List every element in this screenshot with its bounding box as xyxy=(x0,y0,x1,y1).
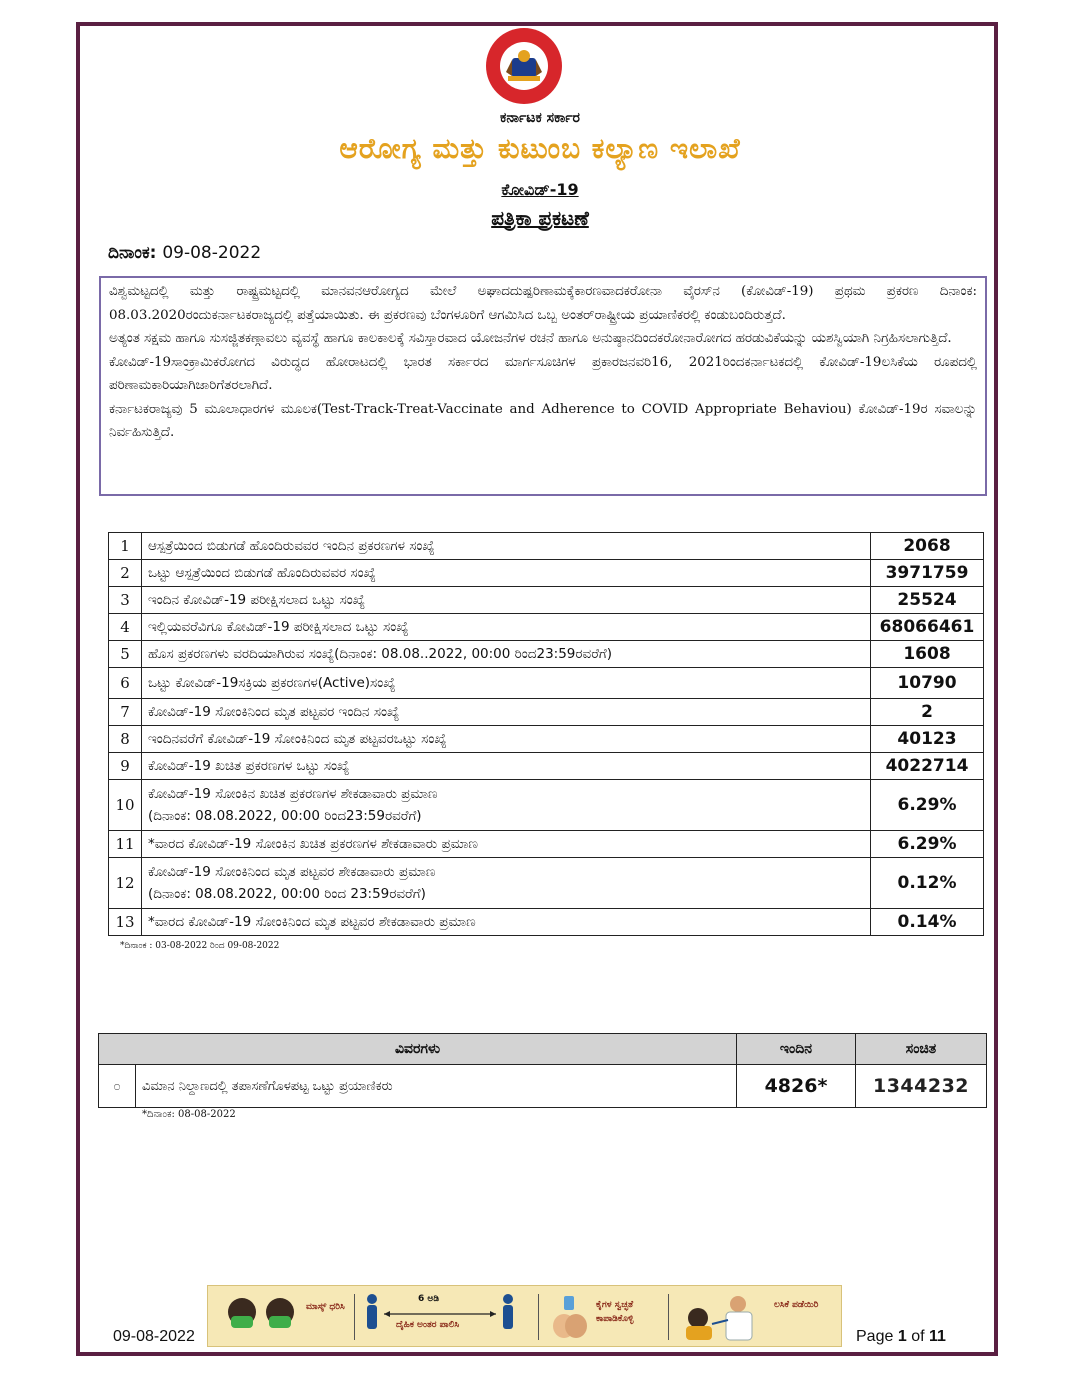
government-seal-logo xyxy=(474,26,574,106)
covid-stats-table xyxy=(108,532,984,936)
table-row xyxy=(109,587,984,614)
row-description: ಒಟ್ಟು ಕೋವಿಡ್-19ಸಕ್ರಿಯ ಪ್ರಕರಣಗಳ(Active)ಸಂಖ್ಯೆ xyxy=(142,668,871,699)
hand-hygiene-caption: ಕೈಗಳ ಸ್ವಚ್ಛತೆ ಕಾಪಾಡಿಕೊಳ್ಳಿ xyxy=(596,1300,634,1324)
row-value: 6.29% xyxy=(871,831,984,858)
table-row xyxy=(109,641,984,668)
today-value: 4826* xyxy=(737,1065,856,1108)
row-description: *ವಾರದ ಕೋವಿಡ್-19 ಸೋಂಕಿನ ಖಚಿತ ಪ್ರಕರಣಗಳ ಶೇಕಡಾವಾರು ಪ್ರಮಾಣ xyxy=(142,831,871,858)
date-value: 09-08-2022 xyxy=(162,243,262,263)
row-value: 2068 xyxy=(871,533,984,560)
row-description: ಒಟ್ಟು ಆಸ್ಪತ್ರೆಯಿಂದ ಬಿಡುಗಡೆ ಹೊಂದಿರುವವರ ಸಂಖ್ಯೆ xyxy=(142,560,871,587)
row-value: 40123 xyxy=(871,726,984,753)
vaccine-caption: ಲಸಿಕೆ ಪಡೆಯಿರಿ xyxy=(774,1300,819,1310)
row-value: 10790 xyxy=(871,668,984,699)
row-description: ಆಸ್ಪತ್ರೆಯಿಂದ ಬಿಡುಗಡೆ ಹೊಂದಿರುವವರ ಇಂದಿನ ಪ್ರಕರಣಗಳ ಸಂಖ್ಯೆ xyxy=(142,533,871,560)
row-number: 7 xyxy=(109,699,142,726)
row-number: 5 xyxy=(109,641,142,668)
page-current: 1 xyxy=(897,1328,907,1345)
page-number xyxy=(856,1328,946,1346)
header-cumulative: ಸಂಚಿತ xyxy=(856,1034,987,1065)
intro-paragraph: ಅತ್ಯಂತ ಸಕ್ಷಮ ಹಾಗೂ ಸುಸಜ್ಜಿತಕಣ್ಗಾವಲು ವ್ಯವಸ್ಥೆ ಹಾಗೂ ಕಾಲಕಾಲಕ್ಕೆ ಸವಿಸ್ತಾರವಾದ ಯೋಜನೆಗಳ ರಚನೆ ಹಾಗೂ ಅನುಷ್ಠಾನದಿಂದಕರೋನಾರೋಗದ ಹರಡುವಿಕೆಯನ್ನು ಯಶಸ್ವಿಯಾಗಿ ನಿಗ್ರಹಿಸಲಾಗುತ್ತಿದೆ. xyxy=(109,331,952,346)
distance-caption: ದೈಹಿಕ ಅಂತರ ಪಾಲಿಸಿ xyxy=(396,1320,460,1330)
page-prefix: Page xyxy=(856,1328,894,1345)
row-number: 3 xyxy=(109,587,142,614)
date-label: ದಿನಾಂಕ: xyxy=(108,243,157,263)
footer-date: 09-08-2022 xyxy=(113,1328,195,1345)
row-description: ವಿಮಾನ ನಿಲ್ದಾಣದಲ್ಲಿ ತಪಾಸಣೆಗೊಳಪಟ್ಟ ಒಟ್ಟು ಪ್ರಯಾಣಿಕರು xyxy=(136,1065,737,1108)
masked-faces-icon xyxy=(222,1294,308,1340)
divider xyxy=(354,1294,355,1340)
page-of: of xyxy=(911,1328,925,1345)
header-today: ಇಂದಿನ xyxy=(737,1034,856,1065)
report-date xyxy=(108,243,261,263)
divider xyxy=(538,1294,539,1340)
table-row xyxy=(109,614,984,641)
table-row xyxy=(109,780,984,831)
table-row xyxy=(109,560,984,587)
intro-paragraph: ಕೋವಿಡ್-19ಸಾಂಕ್ರಾಮಿಕರೋಗದ ವಿರುದ್ಧದ ಹೋರಾಟದಲ್ಲಿ ಭಾರತ ಸರ್ಕಾರದ ಮಾರ್ಗಸೂಚಿಗಳ ಪ್ರಕಾರಜನವರಿ16, 2021ರಿಂದಕರ್ನಾಟಕದಲ್ಲಿ ಕೋವಿಡ್-19ಲಸಿಕೆಯ ರೂಪದಲ್ಲಿ ಪರಿಣಾಮಕಾರಿಯಾಗಿಜಾರಿಗೆತರಲಾಗಿದೆ. xyxy=(109,354,977,393)
airport-footnote: *ದಿನಾಂಕ: 08-08-2022 xyxy=(142,1109,236,1120)
airport-screening-table xyxy=(98,1033,987,1108)
row-description: ಇಂದಿನವರೆಗೆ ಕೋವಿಡ್-19 ಸೋಂಕಿನಿಂದ ಮೃತ ಪಟ್ಟವರಒಟ್ಟು ಸಂಖ್ಯೆ xyxy=(142,726,871,753)
vaccination-icon xyxy=(676,1292,766,1342)
mask-caption: ಮಾಸ್ಕ್ ಧರಿಸಿ xyxy=(306,1302,345,1312)
row-description: ಇಲ್ಲಿಯವರೆವಿಗೂ ಕೋವಿಡ್-19 ಪರೀಕ್ಷಿಸಲಾದ ಒಟ್ಟು ಸಂಖ್ಯೆ xyxy=(142,614,871,641)
covid-appropriate-behaviour-banner xyxy=(207,1285,842,1347)
row-description-line: ಕೋವಿಡ್-19 ಸೋಂಕಿನಿಂದ ಮೃತ ಪಟ್ಟವರ ಶೇಕಡಾವಾರು ಪ್ರಮಾಣ xyxy=(148,864,436,880)
row-value: 3971759 xyxy=(871,560,984,587)
table-row xyxy=(109,699,984,726)
department-title: ಆರೋಗ್ಯ ಮತ್ತು ಕುಟುಂಬ ಕಲ್ಯಾಣ ಇಲಾಖೆ xyxy=(339,132,741,165)
row-description xyxy=(142,780,871,831)
row-number: 9 xyxy=(109,753,142,780)
divider xyxy=(668,1294,669,1340)
table-row xyxy=(109,668,984,699)
row-description: ಕೋವಿಡ್-19 ಸೋಂಕಿನಿಂದ ಮೃತ ಪಟ್ಟವರ ಇಂದಿನ ಸಂಖ್ಯೆ xyxy=(142,699,871,726)
table-row xyxy=(109,831,984,858)
row-value: 68066461 xyxy=(871,614,984,641)
row-description xyxy=(142,858,871,909)
row-description: ಇಂದಿನ ಕೋವಿಡ್-19 ಪರೀಕ್ಷಿಸಲಾದ ಒಟ್ಟು ಸಂಖ್ಯೆ xyxy=(142,587,871,614)
row-value: 2 xyxy=(871,699,984,726)
row-number: 12 xyxy=(109,858,142,909)
row-value: 0.14% xyxy=(871,909,984,936)
row-number: 13 xyxy=(109,909,142,936)
row-number: 4 xyxy=(109,614,142,641)
row-value: 4022714 xyxy=(871,753,984,780)
table-row xyxy=(109,858,984,909)
row-number: 10 xyxy=(109,780,142,831)
row-number: 1 xyxy=(109,533,142,560)
government-name: ಕರ್ನಾಟಕ ಸರ್ಕಾರ xyxy=(500,110,580,126)
hand-wash-icon xyxy=(548,1294,592,1340)
table-row xyxy=(109,726,984,753)
table-row xyxy=(99,1065,987,1108)
press-release-heading: ಪತ್ರಿಕಾ ಪ್ರಕಟಣೆ xyxy=(491,206,589,230)
row-description: ಹೊಸ ಪ್ರಕರಣಗಳು ವರದಿಯಾಗಿರುವ ಸಂಖ್ಯೆ(ದಿನಾಂಕ: 08.08..2022, 00:00 ರಿಂದ23:59ರವರೆಗೆ) xyxy=(142,641,871,668)
table-row xyxy=(109,753,984,780)
row-number: ೦ xyxy=(99,1065,136,1108)
table-header-row xyxy=(99,1034,987,1065)
row-description-line: ಕೋವಿಡ್-19 ಸೋಂಕಿನ ಖಚಿತ ಪ್ರಕರಣಗಳ ಶೇಕಡಾವಾರು ಪ್ರಮಾಣ xyxy=(148,786,438,802)
row-description: *ವಾರದ ಕೋವಿಡ್-19 ಸೋಂಕಿನಿಂದ ಮೃತ ಪಟ್ಟವರ ಶೇಕಡಾವಾರು ಪ್ರಮಾಣ xyxy=(142,909,871,936)
intro-paragraph: ಕರ್ನಾಟಕರಾಜ್ಯವು 5 ಮೂಲಾಧಾರಗಳ ಮೂಲಕ(Test-Track-Treat-Vaccinate and Adherence to COVID Appropriate Behaviou) ಕೋವಿಡ್-19ರ ಸವಾಲನ್ನು ನಿರ್ವಹಿಸುತ್ತಿದೆ. xyxy=(109,401,977,440)
physical-distance-icon xyxy=(358,1292,528,1342)
row-description-date: (ದಿನಾಂಕ: 08.08.2022, 00:00 ರಿಂದ23:59ರವರೆಗೆ) xyxy=(148,808,422,824)
row-number: 2 xyxy=(109,560,142,587)
row-value: 0.12% xyxy=(871,858,984,909)
row-value: 25524 xyxy=(871,587,984,614)
row-value: 6.29% xyxy=(871,780,984,831)
cumulative-value: 1344232 xyxy=(856,1065,987,1108)
covid-heading: ಕೋವಿಡ್-19 xyxy=(501,180,579,199)
intro-paragraph: ವಿಶ್ವಮಟ್ಟದಲ್ಲಿ ಮತ್ತು ರಾಷ್ಟ್ರಮಟ್ಟದಲ್ಲಿ ಮಾನವನಆರೋಗ್ಯದ ಮೇಲೆ ಅಘಾದದುಷ್ಪರಿಣಾಮಕ್ಕೆಕಾರಣವಾದಕರೋನಾ ವೈರಸ್‌ನ (ಕೋವಿಡ್-19) ಪ್ರಥಮ ಪ್ರಕರಣ ದಿನಾಂಕ: 08.03.2020ರಂದುಕರ್ನಾಟಕರಾಜ್ಯದಲ್ಲಿ ಪತ್ತೆಯಾಯಿತು. ಈ ಪ್ರಕರಣವು ಬೆಂಗಳೂರಿಗೆ ಆಗಮಿಸಿದ ಒಬ್ಬ ಅಂತರ್‌ರಾಷ್ಟ್ರೀಯ ಪ್ರಯಾಣಿಕರಲ್ಲಿ ಕಂಡುಬಂದಿರುತ್ತದೆ. xyxy=(109,284,977,323)
row-description: ಕೋವಿಡ್-19 ಖಚಿತ ಪ್ರಕರಣಗಳ ಒಟ್ಟು ಸಂಖ್ಯೆ xyxy=(142,753,871,780)
page-total: 11 xyxy=(928,1328,946,1345)
row-number: 6 xyxy=(109,668,142,699)
row-value: 1608 xyxy=(871,641,984,668)
intro-box xyxy=(99,276,987,496)
header-details: ವಿವರಗಳು xyxy=(99,1034,737,1065)
stats-footnote: *ದಿನಾಂಕ : 03-08-2022 ರಿಂದ 09-08-2022 xyxy=(120,941,280,951)
table-row xyxy=(109,909,984,936)
row-number: 11 xyxy=(109,831,142,858)
distance-label: 6 ಅಡಿ xyxy=(418,1294,439,1304)
row-description-date: (ದಿನಾಂಕ: 08.08.2022, 00:00 ರಿಂದ 23:59ರವರೆಗೆ) xyxy=(148,886,426,902)
row-number: 8 xyxy=(109,726,142,753)
table-row xyxy=(109,533,984,560)
